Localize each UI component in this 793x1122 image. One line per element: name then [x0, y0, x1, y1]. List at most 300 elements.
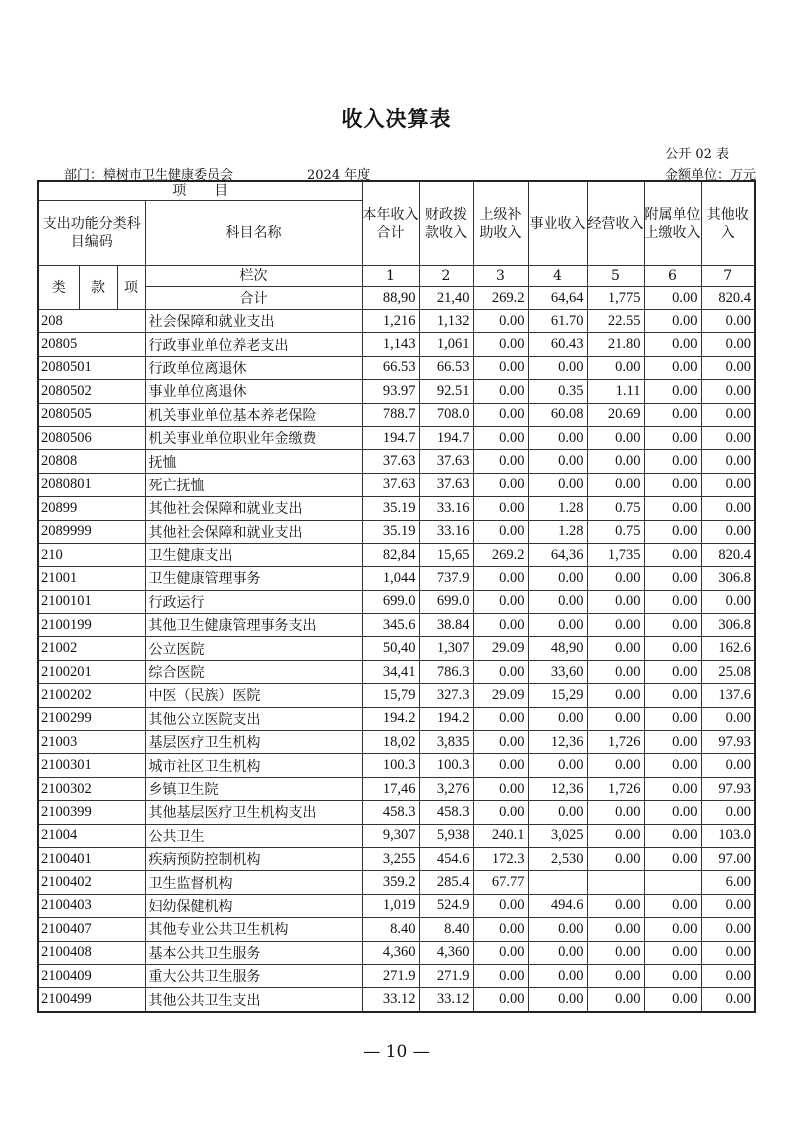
row-value-col-6: 0.00 — [644, 988, 701, 1012]
header-subject-name: 科目名称 — [145, 201, 362, 266]
header-lei: 类 — [38, 266, 79, 310]
row-value-col-1: 3,255 — [362, 847, 419, 870]
row-code: 2100202 — [38, 684, 145, 707]
row-code: 2080506 — [38, 426, 145, 449]
row-value-col-2: 458.3 — [419, 801, 473, 824]
row-value-col-4: 48,90 — [528, 637, 587, 660]
row-value-col-3: 0.00 — [473, 988, 528, 1012]
row-value-col-7: 0.00 — [701, 894, 755, 917]
row-value-col-5: 0.00 — [587, 801, 644, 824]
row-value-col-5: 0.00 — [587, 473, 644, 496]
row-code: 2100402 — [38, 871, 145, 894]
row-code: 2100301 — [38, 754, 145, 777]
total-row — [38, 287, 755, 310]
row-subject-name: 卫生监督机构 — [145, 871, 362, 894]
row-subject-name: 其他社会保障和就业支出 — [145, 497, 362, 520]
row-subject-name: 抚恤 — [145, 450, 362, 473]
row-value-col-6: 0.00 — [644, 403, 701, 426]
row-subject-name: 行政事业单位养老支出 — [145, 333, 362, 356]
row-subject-name: 基本公共卫生服务 — [145, 941, 362, 964]
row-value-col-1: 1,143 — [362, 333, 419, 356]
row-value-col-7: 0.00 — [701, 520, 755, 543]
row-value-col-7: 0.00 — [701, 918, 755, 941]
row-value-col-7: 0.00 — [701, 450, 755, 473]
row-value-col-7: 97.93 — [701, 777, 755, 800]
row-value-col-1: 788.7 — [362, 403, 419, 426]
row-value-col-5: 0.00 — [587, 590, 644, 613]
row-value-col-3: 67.77 — [473, 871, 528, 894]
row-value-col-6: 0.00 — [644, 684, 701, 707]
row-value-col-2: 708.0 — [419, 403, 473, 426]
row-value-col-1: 17,46 — [362, 777, 419, 800]
row-value-col-5: 0.00 — [587, 918, 644, 941]
seq-4: 4 — [528, 266, 587, 287]
header-kuan: 款 — [79, 266, 117, 310]
row-value-col-2: 33.16 — [419, 520, 473, 543]
row-value-col-7: 97.93 — [701, 731, 755, 754]
seq-5: 5 — [587, 266, 644, 287]
row-subject-name: 行政单位离退休 — [145, 356, 362, 379]
total-label: 合计 — [145, 287, 362, 310]
row-value-col-5: 22.55 — [587, 310, 644, 333]
row-subject-name: 其他公共卫生支出 — [145, 988, 362, 1012]
row-code: 2080505 — [38, 403, 145, 426]
row-value-col-3: 29.09 — [473, 684, 528, 707]
row-value-col-6: 0.00 — [644, 590, 701, 613]
row-value-col-2: 271.9 — [419, 964, 473, 987]
row-value-col-2: 37.63 — [419, 473, 473, 496]
row-value-col-5: 0.00 — [587, 567, 644, 590]
row-value-col-3: 172.3 — [473, 847, 528, 870]
row-value-col-6: 0.00 — [644, 356, 701, 379]
row-value-col-2: 786.3 — [419, 660, 473, 683]
row-value-col-1: 359.2 — [362, 871, 419, 894]
row-value-col-7: 0.00 — [701, 754, 755, 777]
row-value-col-4: 2,530 — [528, 847, 587, 870]
row-subject-name: 其他基层医疗卫生机构支出 — [145, 801, 362, 824]
row-value-col-6: 0.00 — [644, 824, 701, 847]
row-value-col-7: 0.00 — [701, 964, 755, 987]
row-value-col-2: 33.12 — [419, 988, 473, 1012]
header-col-5 — [587, 181, 644, 266]
row-value-col-2: 1,307 — [419, 637, 473, 660]
row-value-col-5: 0.00 — [587, 894, 644, 917]
row-code: 208 — [38, 310, 145, 333]
row-subject-name: 基层医疗卫生机构 — [145, 731, 362, 754]
row-code: 2100302 — [38, 777, 145, 800]
row-code: 2100401 — [38, 847, 145, 870]
row-value-col-1: 699.0 — [362, 590, 419, 613]
row-code: 2100201 — [38, 660, 145, 683]
row-value-col-2: 33.16 — [419, 497, 473, 520]
table-row — [38, 988, 755, 1012]
row-value-col-2: 8.40 — [419, 918, 473, 941]
row-value-col-6: 0.00 — [644, 497, 701, 520]
table-row — [38, 567, 755, 590]
table-row — [38, 356, 755, 379]
header-col-label: 经营收入 — [587, 215, 644, 232]
row-code: 2100408 — [38, 941, 145, 964]
header-col-label: 附属单位上缴收入 — [644, 206, 701, 241]
row-value-col-1: 15,79 — [362, 684, 419, 707]
row-value-col-3: 0.00 — [473, 777, 528, 800]
row-subject-name: 死亡抚恤 — [145, 473, 362, 496]
row-value-col-4: 61.70 — [528, 310, 587, 333]
table-row — [38, 660, 755, 683]
row-value-col-5: 0.00 — [587, 988, 644, 1012]
row-value-col-1: 37.63 — [362, 450, 419, 473]
row-value-col-3: 0.00 — [473, 731, 528, 754]
row-value-col-5: 1,726 — [587, 731, 644, 754]
table-row — [38, 333, 755, 356]
row-value-col-1: 35.19 — [362, 520, 419, 543]
row-value-col-7: 0.00 — [701, 403, 755, 426]
row-value-col-3: 240.1 — [473, 824, 528, 847]
total-value: 21,40 — [419, 287, 473, 310]
row-value-col-5: 0.00 — [587, 707, 644, 730]
row-subject-name: 公共卫生 — [145, 824, 362, 847]
row-code: 20899 — [38, 497, 145, 520]
header-col-label: 其他收入 — [706, 206, 749, 241]
row-value-col-6: 0.00 — [644, 941, 701, 964]
fiscal-year: 2024 年度 — [307, 168, 371, 183]
table-row — [38, 450, 755, 473]
row-value-col-1: 1,019 — [362, 894, 419, 917]
row-value-col-5: 21.80 — [587, 333, 644, 356]
row-subject-name: 综合医院 — [145, 660, 362, 683]
row-value-col-4: 494.6 — [528, 894, 587, 917]
row-value-col-7: 0.00 — [701, 473, 755, 496]
row-value-col-6: 0.00 — [644, 310, 701, 333]
total-value: 1,775 — [587, 287, 644, 310]
row-value-col-5: 0.00 — [587, 754, 644, 777]
row-value-col-5: 0.00 — [587, 660, 644, 683]
row-code: 21004 — [38, 824, 145, 847]
row-value-col-5: 0.00 — [587, 426, 644, 449]
row-value-col-3: 0.00 — [473, 403, 528, 426]
row-value-col-2: 3,276 — [419, 777, 473, 800]
row-value-col-4: 0.00 — [528, 590, 587, 613]
row-value-col-5 — [587, 871, 644, 894]
row-value-col-4 — [528, 871, 587, 894]
row-value-col-2: 285.4 — [419, 871, 473, 894]
row-value-col-5: 1,726 — [587, 777, 644, 800]
row-value-col-4: 3,025 — [528, 824, 587, 847]
row-value-col-3: 0.00 — [473, 356, 528, 379]
row-value-col-4: 64,36 — [528, 543, 587, 566]
seq-7: 7 — [701, 266, 755, 287]
table-row — [38, 801, 755, 824]
row-value-col-5: 0.75 — [587, 520, 644, 543]
row-value-col-5: 0.00 — [587, 964, 644, 987]
row-value-col-1: 18,02 — [362, 731, 419, 754]
row-value-col-1: 1,216 — [362, 310, 419, 333]
row-value-col-5: 20.69 — [587, 403, 644, 426]
row-value-col-5: 0.00 — [587, 450, 644, 473]
row-value-col-6: 0.00 — [644, 918, 701, 941]
total-value: 64,64 — [528, 287, 587, 310]
row-value-col-3: 0.00 — [473, 614, 528, 637]
row-value-col-7: 0.00 — [701, 310, 755, 333]
table-row — [38, 894, 755, 917]
row-value-col-6: 0.00 — [644, 707, 701, 730]
table-row — [38, 380, 755, 403]
row-value-col-4: 0.00 — [528, 614, 587, 637]
amount-unit: 金额单位：万元 — [664, 168, 756, 183]
header-xiang: 项 — [117, 266, 145, 310]
row-value-col-6: 0.00 — [644, 777, 701, 800]
header-col-label: 事业收入 — [529, 215, 586, 232]
row-value-col-1: 458.3 — [362, 801, 419, 824]
row-value-col-6: 0.00 — [644, 333, 701, 356]
row-value-col-4: 0.00 — [528, 426, 587, 449]
row-value-col-2: 327.3 — [419, 684, 473, 707]
row-value-col-6: 0.00 — [644, 520, 701, 543]
row-value-col-6: 0.00 — [644, 637, 701, 660]
total-value: 88,90 — [362, 287, 419, 310]
row-value-col-6: 0.00 — [644, 614, 701, 637]
row-subject-name: 其他公立医院支出 — [145, 707, 362, 730]
row-value-col-4: 12,36 — [528, 731, 587, 754]
row-subject-name: 机关事业单位基本养老保险 — [145, 403, 362, 426]
row-value-col-1: 271.9 — [362, 964, 419, 987]
row-value-col-7: 6.00 — [701, 871, 755, 894]
row-subject-name: 卫生健康支出 — [145, 543, 362, 566]
row-value-col-4: 15,29 — [528, 684, 587, 707]
row-value-col-3: 29.09 — [473, 637, 528, 660]
row-value-col-4: 0.00 — [528, 964, 587, 987]
row-value-col-2: 194.7 — [419, 426, 473, 449]
table-row — [38, 941, 755, 964]
row-value-col-2: 1,132 — [419, 310, 473, 333]
row-value-col-2: 15,65 — [419, 543, 473, 566]
row-value-col-3: 0.00 — [473, 426, 528, 449]
row-value-col-5: 1.11 — [587, 380, 644, 403]
row-value-col-2: 737.9 — [419, 567, 473, 590]
income-table — [37, 180, 756, 1013]
table-row — [38, 590, 755, 613]
row-code: 2100101 — [38, 590, 145, 613]
row-subject-name: 乡镇卫生院 — [145, 777, 362, 800]
table-row — [38, 520, 755, 543]
row-value-col-7: 306.8 — [701, 567, 755, 590]
row-value-col-4: 60.08 — [528, 403, 587, 426]
header-col-1 — [362, 181, 419, 266]
row-value-col-3: 0.00 — [473, 754, 528, 777]
row-value-col-5: 0.00 — [587, 941, 644, 964]
header-col-label: 上级补助收入 — [479, 206, 522, 241]
header-col-label: 本年收入合计 — [362, 206, 419, 241]
row-subject-name: 城市社区卫生机构 — [145, 754, 362, 777]
row-value-col-3: 0.00 — [473, 333, 528, 356]
row-value-col-1: 345.6 — [362, 614, 419, 637]
row-value-col-4: 1.28 — [528, 520, 587, 543]
row-value-col-3: 0.00 — [473, 520, 528, 543]
row-value-col-6: 0.00 — [644, 964, 701, 987]
header-col-4 — [528, 181, 587, 266]
row-value-col-3: 0.00 — [473, 918, 528, 941]
row-value-col-3: 0.00 — [473, 567, 528, 590]
table-row — [38, 964, 755, 987]
row-value-col-2: 38.84 — [419, 614, 473, 637]
row-value-col-2: 37.63 — [419, 450, 473, 473]
row-subject-name: 其他卫生健康管理事务支出 — [145, 614, 362, 637]
total-value: 0.00 — [644, 287, 701, 310]
row-value-col-1: 194.7 — [362, 426, 419, 449]
row-code: 21001 — [38, 567, 145, 590]
row-value-col-7: 0.00 — [701, 590, 755, 613]
row-value-col-7: 306.8 — [701, 614, 755, 637]
row-value-col-1: 66.53 — [362, 356, 419, 379]
row-subject-name: 疾病预防控制机构 — [145, 847, 362, 870]
row-code: 2080501 — [38, 356, 145, 379]
row-value-col-4: 0.00 — [528, 450, 587, 473]
row-subject-name: 公立医院 — [145, 637, 362, 660]
row-value-col-1: 1,044 — [362, 567, 419, 590]
table-row — [38, 707, 755, 730]
row-value-col-2: 3,835 — [419, 731, 473, 754]
header-code-group: 支出功能分类科目编码 — [38, 201, 145, 266]
row-value-col-7: 0.00 — [701, 801, 755, 824]
row-value-col-1: 100.3 — [362, 754, 419, 777]
row-value-col-7: 0.00 — [701, 497, 755, 520]
row-value-col-3: 0.00 — [473, 707, 528, 730]
row-value-col-5: 0.00 — [587, 614, 644, 637]
row-value-col-2: 699.0 — [419, 590, 473, 613]
row-value-col-6: 0.00 — [644, 801, 701, 824]
row-subject-name: 行政运行 — [145, 590, 362, 613]
row-value-col-1: 9,307 — [362, 824, 419, 847]
page-title: 收入决算表 — [341, 107, 452, 131]
seq-1: 1 — [362, 266, 419, 287]
row-subject-name: 中医（民族）医院 — [145, 684, 362, 707]
total-value: 269.2 — [473, 287, 528, 310]
row-value-col-5: 0.00 — [587, 824, 644, 847]
row-code: 2080502 — [38, 380, 145, 403]
row-value-col-4: 0.00 — [528, 567, 587, 590]
row-value-col-3: 0.00 — [473, 590, 528, 613]
row-subject-name: 事业单位离退休 — [145, 380, 362, 403]
header-col-7 — [701, 181, 755, 266]
row-value-col-4: 0.35 — [528, 380, 587, 403]
table-row — [38, 754, 755, 777]
row-code: 2100299 — [38, 707, 145, 730]
header-col-2 — [419, 181, 473, 266]
row-value-col-3: 0.00 — [473, 497, 528, 520]
table-row — [38, 614, 755, 637]
row-value-col-6: 0.00 — [644, 380, 701, 403]
row-value-col-1: 82,84 — [362, 543, 419, 566]
row-subject-name: 社会保障和就业支出 — [145, 310, 362, 333]
row-value-col-6: 0.00 — [644, 450, 701, 473]
table-row — [38, 426, 755, 449]
row-value-col-1: 33.12 — [362, 988, 419, 1012]
table-row — [38, 777, 755, 800]
row-value-col-5: 0.00 — [587, 684, 644, 707]
row-value-col-1: 93.97 — [362, 380, 419, 403]
row-value-col-7: 103.0 — [701, 824, 755, 847]
row-value-col-6: 0.00 — [644, 754, 701, 777]
row-value-col-7: 0.00 — [701, 941, 755, 964]
row-value-col-7: 0.00 — [701, 426, 755, 449]
table-row — [38, 871, 755, 894]
row-value-col-4: 1.28 — [528, 497, 587, 520]
row-value-col-7: 0.00 — [701, 333, 755, 356]
row-value-col-4: 0.00 — [528, 754, 587, 777]
row-value-col-3: 0.00 — [473, 310, 528, 333]
row-value-col-7: 162.6 — [701, 637, 755, 660]
table-row — [38, 684, 755, 707]
table-row — [38, 310, 755, 333]
table-row — [38, 731, 755, 754]
row-subject-name: 其他社会保障和就业支出 — [145, 520, 362, 543]
row-value-col-7: 137.6 — [701, 684, 755, 707]
row-value-col-4: 0.00 — [528, 801, 587, 824]
row-code: 2080801 — [38, 473, 145, 496]
row-value-col-7: 820.4 — [701, 543, 755, 566]
seq-6: 6 — [644, 266, 701, 287]
row-code: 2100403 — [38, 894, 145, 917]
row-value-col-2: 92.51 — [419, 380, 473, 403]
row-value-col-4: 0.00 — [528, 941, 587, 964]
table-row — [38, 918, 755, 941]
row-value-col-5: 0.00 — [587, 356, 644, 379]
row-value-col-4: 0.00 — [528, 918, 587, 941]
table-row — [38, 473, 755, 496]
row-value-col-2: 100.3 — [419, 754, 473, 777]
row-subject-name: 妇幼保健机构 — [145, 894, 362, 917]
row-value-col-4: 0.00 — [528, 707, 587, 730]
row-value-col-6: 0.00 — [644, 894, 701, 917]
row-value-col-2: 194.2 — [419, 707, 473, 730]
header-col-label: 财政拨款收入 — [425, 206, 467, 241]
header-seq-label: 栏次 — [145, 266, 362, 287]
header-col-3 — [473, 181, 528, 266]
row-subject-name: 重大公共卫生服务 — [145, 964, 362, 987]
table-row — [38, 847, 755, 870]
row-code: 210 — [38, 543, 145, 566]
row-code: 20808 — [38, 450, 145, 473]
row-value-col-3: 0.00 — [473, 473, 528, 496]
row-value-col-2: 524.9 — [419, 894, 473, 917]
row-value-col-3: 0.00 — [473, 801, 528, 824]
row-code: 2100407 — [38, 918, 145, 941]
row-value-col-1: 194.2 — [362, 707, 419, 730]
page-number: — 10 — — [363, 1042, 430, 1062]
seq-2: 2 — [419, 266, 473, 287]
row-value-col-4: 0.00 — [528, 988, 587, 1012]
row-value-col-4: 0.00 — [528, 473, 587, 496]
row-value-col-4: 0.00 — [528, 356, 587, 379]
department-label: 部门：樟树市卫生健康委员会 — [64, 168, 234, 183]
row-value-col-6: 0.00 — [644, 847, 701, 870]
row-value-col-3: 269.2 — [473, 543, 528, 566]
row-code: 2100199 — [38, 614, 145, 637]
row-code: 21002 — [38, 637, 145, 660]
row-code: 2089999 — [38, 520, 145, 543]
row-value-col-7: 0.00 — [701, 356, 755, 379]
row-code: 20805 — [38, 333, 145, 356]
row-value-col-3: 0.00 — [473, 964, 528, 987]
row-code: 2100499 — [38, 988, 145, 1012]
row-value-col-2: 454.6 — [419, 847, 473, 870]
row-subject-name: 机关事业单位职业年金缴费 — [145, 426, 362, 449]
row-value-col-1: 8.40 — [362, 918, 419, 941]
row-value-col-5: 1,735 — [587, 543, 644, 566]
row-value-col-4: 60.43 — [528, 333, 587, 356]
row-value-col-3: 0.00 — [473, 894, 528, 917]
table-row — [38, 637, 755, 660]
